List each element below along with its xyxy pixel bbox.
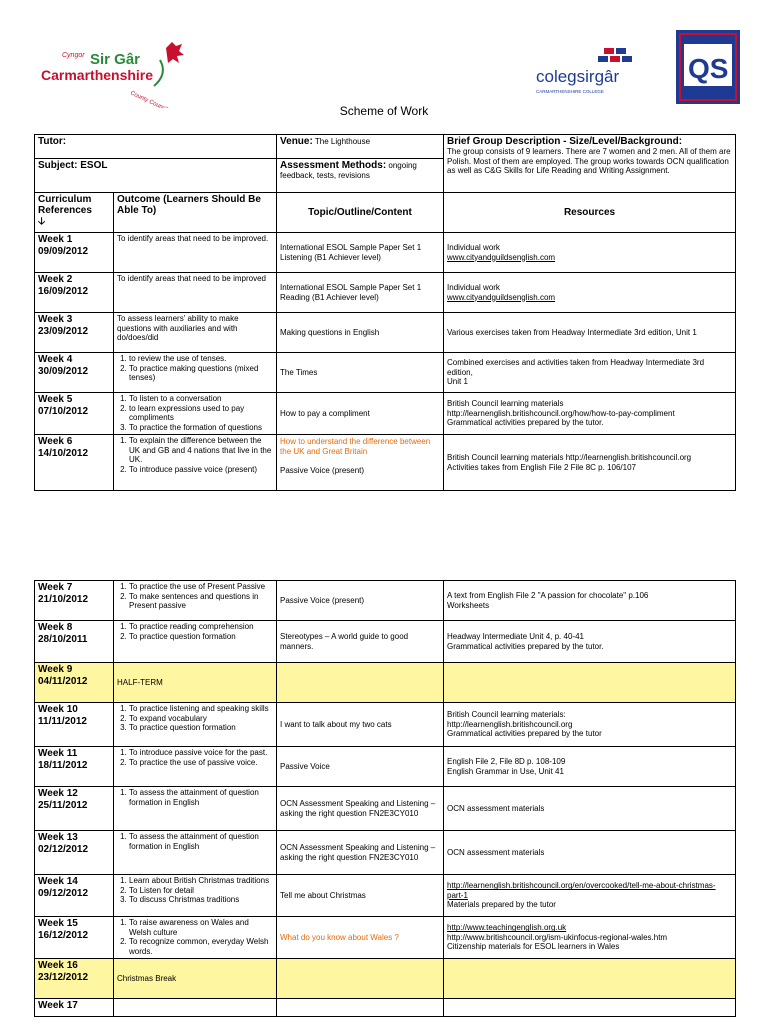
week-row [35, 747, 736, 787]
topic-text: OCN Assessment Speaking and Listening – asking the right question FN2E3CY010 [280, 799, 436, 818]
resources-cell [444, 747, 736, 787]
week-date: 02/12/2012 [38, 843, 89, 855]
coleg-sir-gar-logo [534, 44, 644, 100]
outcome-cell [114, 917, 277, 959]
svg-text:CARMARTHENSHIRE COLLEGE: CARMARTHENSHIRE COLLEGE [536, 89, 604, 94]
week-date: 16/12/2012 [38, 929, 89, 941]
week-row [35, 999, 736, 1017]
topic-text: I want to talk about my two cats [280, 719, 392, 729]
outcome-list [117, 704, 273, 733]
resource-item: British Council learning materials http://learnenglish.britishcouncil.org [447, 453, 692, 462]
week-row [35, 313, 736, 353]
outcome-cell [114, 393, 277, 435]
carmarthenshire-logo [38, 38, 198, 108]
outcome-item: 2. To expand vocabulary [129, 714, 273, 724]
svg-text:QS: QS [688, 53, 729, 84]
outcome-cell [114, 747, 277, 787]
outcome-item: 2. To recognize common, everyday Welsh words. [129, 937, 273, 956]
svg-text:County Council: County Council [129, 90, 169, 108]
topic-text: The Times [280, 367, 318, 377]
resource-item: Citizenship materials for ESOL learners in Wales [447, 942, 620, 952]
week-cell [35, 353, 114, 393]
assessment-value: ongoing feedback, tests, revisions [280, 161, 417, 180]
quality-standard-logo [676, 30, 740, 104]
outcome-item: 2. To introduce passive voice (present) [129, 465, 273, 475]
week-row [35, 435, 736, 491]
assessment-cell [277, 159, 444, 193]
resource-item: Grammatical activities prepared by the tutor. [447, 418, 604, 428]
resources-cell [444, 875, 736, 917]
venue-cell [277, 135, 444, 159]
week-date: 25/11/2012 [38, 799, 88, 811]
resources-header: Resources [444, 193, 736, 233]
topic-cell [277, 581, 444, 621]
outcome-item: 1. Learn about British Christmas traditions [129, 876, 273, 886]
outcome-item: To identify areas that need to be improved [117, 274, 266, 283]
week-row [35, 663, 736, 703]
resources-cell [444, 917, 736, 959]
outcome-item: 2. To make sentences and questions in Present passive [129, 592, 273, 611]
resource-item: English File 2, File 8D p. 108-109 [447, 757, 566, 766]
topic-cell [277, 917, 444, 959]
topic-cell [277, 393, 444, 435]
week-label: Week 4 [38, 354, 73, 365]
outcome-item: 1. To assess the attainment of question formation in English [129, 832, 273, 851]
outcome-cell [114, 313, 277, 353]
week-label: Week 13 [38, 832, 78, 843]
week-label: Week 10 [38, 704, 78, 715]
resource-item: Activities takes from English File 2 File 8C p. 106/107 [447, 462, 636, 472]
week-label: Week 3 [38, 314, 73, 325]
assessment-label: Assessment Methods: [280, 160, 387, 171]
outcome-item: 3. To practice question formation [129, 723, 273, 733]
topic-cell [277, 747, 444, 787]
outcome-item: 1. To practice listening and speaking skills [129, 704, 273, 714]
week-date: 11/11/2012 [38, 715, 87, 727]
resources-cell [444, 393, 736, 435]
curriculum-header: Curriculum References 🡣 [35, 193, 114, 233]
resource-item: Worksheets [447, 600, 490, 610]
topic-cell [277, 663, 444, 703]
resources-cell [444, 787, 736, 831]
week-row [35, 353, 736, 393]
week-date: 30/09/2012 [38, 365, 89, 377]
outcome-list [117, 622, 273, 641]
topic-cell [277, 621, 444, 663]
outcome-item: 1. to review the use of tenses. [129, 354, 273, 364]
topic-cell [277, 313, 444, 353]
week-cell [35, 663, 114, 703]
resources-cell [444, 959, 736, 999]
outcome-item: 2. To practice making questions (mixed tenses) [129, 364, 273, 383]
outcome-list [117, 394, 273, 432]
topic-cell [277, 875, 444, 917]
week-label: Week 15 [38, 918, 78, 929]
outcome-list [117, 748, 273, 767]
week-cell [35, 621, 114, 663]
outcome-item: 1. To explain the difference between the UK and GB and 4 nations that live in the UK. [129, 436, 273, 465]
week-label: Week 17 [38, 1000, 78, 1011]
resource-item: Materials prepared by the tutor [447, 900, 556, 910]
outcome-cell [114, 999, 277, 1017]
topic-cell [277, 787, 444, 831]
week-row [35, 233, 736, 273]
outcome-list [117, 354, 273, 383]
week-date: 23/09/2012 [38, 325, 89, 337]
resource-item: Grammatical activities prepared by the tutor. [447, 641, 604, 651]
tutor-label: Tutor: [35, 135, 277, 159]
week-date: 09/09/2012 [38, 245, 89, 257]
outcome-cell [114, 787, 277, 831]
week-label: Week 7 [38, 582, 73, 593]
page-title: Scheme of Work [339, 104, 429, 118]
svg-text:Carmarthenshire: Carmarthenshire [41, 67, 154, 83]
topic-text: How to pay a compliment [280, 408, 370, 418]
svg-text:colegsirgâr: colegsirgâr [536, 67, 620, 86]
week-date: 23/12/2012 [38, 971, 89, 983]
topic-cell [277, 703, 444, 747]
week-row [35, 959, 736, 999]
outcome-cell [114, 831, 277, 875]
week-label: Week 8 [38, 622, 73, 633]
topic-cell [277, 233, 444, 273]
topic-text: Making questions in English [280, 327, 380, 337]
outcome-item: 1. To listen to a conversation [129, 394, 273, 404]
resource-item: OCN assessment materials [447, 847, 545, 857]
resources-cell [444, 273, 736, 313]
topic-highlight: How to understand the difference between the UK and Great Britain [280, 437, 431, 456]
topic-cell [277, 831, 444, 875]
scheme-table-1 [34, 134, 736, 491]
resource-item: British Council learning materials: [447, 710, 566, 720]
venue-label: Venue: [280, 136, 313, 147]
week-label: Week 11 [38, 748, 78, 759]
topic-cell [277, 273, 444, 313]
week-row [35, 273, 736, 313]
week-row [35, 917, 736, 959]
outcome-item: 1. To introduce passive voice for the past. [129, 748, 273, 758]
venue-value: The Lighthouse [314, 137, 371, 146]
outcome-item: 2. To practice the use of passive voice. [129, 758, 273, 768]
resource-item: Unit 1 [447, 377, 468, 387]
scheme-table-2 [34, 580, 736, 1017]
week-label: Week 9 [38, 664, 73, 675]
outcome-item: 1. To raise awareness on Wales and Welsh culture [129, 918, 273, 937]
brief-text: The group consists of 9 learners. There are 7 women and 2 men. All of them are Polish. Most of them are employed. The group works towards OCN qualification as well as C&G Skills for Life Reading and Writing Assignment. [447, 147, 731, 175]
resource-item[interactable]: http://www.teachingenglish.org.uk [447, 923, 567, 933]
brief-label: Brief Group Description - Size/Level/Background: [447, 136, 683, 147]
topic-text: Tell me about Christmas [280, 890, 366, 900]
resources-cell [444, 663, 736, 703]
topic-text: International ESOL Sample Paper Set 1 Listening (B1 Achiever level) [280, 243, 422, 262]
week-cell [35, 917, 114, 959]
outcome-list [117, 876, 273, 905]
resource-item: Headway Intermediate Unit 4, p. 40-41 [447, 632, 584, 641]
week-row [35, 875, 736, 917]
outcome-item: 1. To assess the attainment of question formation in English [129, 788, 273, 807]
topic-cell [277, 353, 444, 393]
week-cell [35, 831, 114, 875]
outcome-item: 1. To practice the use of Present Passive [129, 582, 273, 592]
week-label: Week 12 [38, 788, 78, 799]
topic-cell [277, 959, 444, 999]
outcome-header: Outcome (Learners Should Be Able To) [114, 193, 277, 233]
resource-item[interactable]: www.cityandguildsenglish.com [447, 292, 556, 302]
resource-item: OCN assessment materials [447, 803, 545, 813]
topic-cell [277, 999, 444, 1017]
week-date: 07/10/2012 [38, 405, 89, 417]
outcome-list [117, 918, 273, 956]
week-cell [35, 233, 114, 273]
topic-text: International ESOL Sample Paper Set 1 Reading (B1 Achiever level) [280, 283, 422, 302]
resource-item[interactable]: http://learnenglish.britishcouncil.org/en/overcooked/tell-me-about-christmas-part-1 [447, 881, 716, 900]
outcome-item: 2. To practice question formation [129, 632, 273, 642]
week-date: 09/12/2012 [38, 887, 89, 899]
outcome-list [117, 582, 273, 611]
svg-text:Cyngor: Cyngor [62, 52, 85, 59]
week-row [35, 393, 736, 435]
outcome-cell [114, 273, 277, 313]
week-cell [35, 273, 114, 313]
resource-item: A text from English File 2 "A passion for chocolate" p.106 [447, 591, 649, 600]
week-cell [35, 435, 114, 491]
outcome-list [117, 788, 273, 807]
resource-item: Combined exercises and activities taken from Headway Intermediate 3rd edition, [447, 358, 705, 377]
brief-description-cell [444, 135, 736, 193]
resource-item: Individual work [447, 283, 500, 292]
week-cell [35, 787, 114, 831]
svg-text:Sir Gâr: Sir Gâr [90, 51, 141, 68]
week-date: 04/11/2012 [38, 675, 88, 687]
topic-highlight: What do you know about Wales ? [280, 933, 399, 943]
resource-item: Individual work [447, 243, 500, 252]
week-row [35, 581, 736, 621]
week-label: Week 6 [38, 436, 73, 447]
resource-item[interactable]: www.cityandguildsenglish.com [447, 252, 556, 262]
week-row [35, 703, 736, 747]
outcome-cell: HALF-TERM [114, 663, 277, 703]
outcome-cell [114, 581, 277, 621]
week-date: 16/09/2012 [38, 285, 89, 297]
topic-cell [277, 435, 444, 491]
week-label: Week 1 [38, 234, 73, 245]
outcome-list [117, 436, 273, 474]
week-cell [35, 875, 114, 917]
resources-cell [444, 435, 736, 491]
outcome-cell: Christmas Break [114, 959, 277, 999]
resource-item: Various exercises taken from Headway Intermediate 3rd edition, Unit 1 [447, 327, 697, 337]
resources-cell [444, 313, 736, 353]
week-date: 14/10/2012 [38, 447, 89, 459]
outcome-item: To identify areas that need to be improved. [117, 234, 269, 243]
week-cell [35, 999, 114, 1017]
down-arrow-icon: 🡣 [38, 216, 46, 227]
resource-item: British Council learning materials [447, 399, 564, 409]
week-cell [35, 313, 114, 353]
topic-text: OCN Assessment Speaking and Listening – asking the right question FN2E3CY010 [280, 843, 436, 862]
week-cell [35, 747, 114, 787]
week-row [35, 621, 736, 663]
outcome-item: 3. To practice the formation of questions [129, 423, 273, 433]
outcome-cell [114, 703, 277, 747]
resources-cell [444, 581, 736, 621]
resource-item[interactable]: http://learnenglish.britishcouncil.org [447, 719, 573, 729]
week-label: Week 5 [38, 394, 73, 405]
resource-item: English Grammar in Use, Unit 41 [447, 766, 564, 776]
outcome-cell [114, 233, 277, 273]
outcome-item: To assess learners' ability to make questions with auxiliaries and with do/does/did [117, 314, 239, 342]
topic-text: Stereotypes – A world guide to good manners. [280, 632, 409, 651]
topic-header: Topic/Outline/Content [277, 193, 444, 233]
week-row [35, 787, 736, 831]
resources-cell [444, 831, 736, 875]
outcome-cell [114, 435, 277, 491]
week-cell [35, 581, 114, 621]
outcome-item: 3. To discuss Christmas traditions [129, 895, 273, 905]
week-label: Week 14 [38, 876, 78, 887]
resources-cell [444, 233, 736, 273]
week-date: 28/10/2011 [38, 633, 88, 645]
week-date: 21/10/2012 [38, 593, 89, 605]
outcome-item: 2. to learn expressions used to pay compliments [129, 404, 273, 423]
resources-cell [444, 353, 736, 393]
topic-text: Passive Voice (present) [280, 595, 365, 605]
week-row [35, 831, 736, 875]
topic-text: Passive Voice [280, 761, 330, 771]
week-cell [35, 703, 114, 747]
resources-cell [444, 999, 736, 1017]
subject-label: Subject: ESOL [35, 159, 277, 193]
resource-item: Grammatical activities prepared by the tutor [447, 729, 602, 739]
topic-text: Passive Voice (present) [280, 465, 365, 475]
week-label: Week 2 [38, 274, 73, 285]
outcome-cell [114, 353, 277, 393]
week-date: 18/11/2012 [38, 759, 88, 771]
resource-item[interactable]: http://learnenglish.britishcouncil.org/how/how-to-pay-compliment [447, 408, 675, 418]
resources-cell [444, 621, 736, 663]
outcome-cell [114, 621, 277, 663]
outcome-list [117, 832, 273, 851]
week-label: Week 16 [38, 960, 78, 971]
resource-item[interactable]: http://www.britishcouncil.org/ism-ukinfocus-regional-wales.htm [447, 932, 668, 942]
resources-cell [444, 703, 736, 747]
week-cell [35, 959, 114, 999]
outcome-cell [114, 875, 277, 917]
week-cell [35, 393, 114, 435]
outcome-item: 2. To Listen for detail [129, 886, 273, 896]
outcome-item: 1. To practice reading comprehension [129, 622, 273, 632]
